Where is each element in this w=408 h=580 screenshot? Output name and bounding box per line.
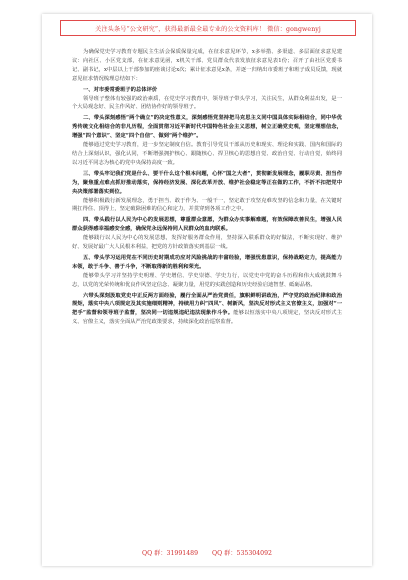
paragraph-5: 能够带头学习并坚持学史明理、学史增信、学史崇德、学史力行，以党史中党的奋斗历程和伟大成就鼓舞斗志，以党的光荣传统和优良作风坚定信念、凝聚力量，用党的实践创造和历史经验启迪智慧、砥砺品格。: [72, 272, 342, 288]
paragraph-6: [72, 292, 342, 328]
paragraph-4: 能够践行以人民为中心的发展思想，发挥好服务群众作用，坚持深入联系群众的好做法，不断实现好、维护好、发展好最广大人民根本利益，把党的方针政策落实到基层一线。: [72, 235, 342, 251]
intro-paragraph: 为确保党史学习教育专题民主生活会保质保量完成，在征求意见环节，x多举措、多渠道、多层面征求意见建议：向社区、小区党支部，在征求意见函，x机关干部、党员群众代表发放征求意见表1份；召开了由社区党委书记、副书记，x中层以上干部参加的座谈讨论x次；累计征求意见x条，并逐一归纳出市委班子和班子成员反馈，现就意见征求情况梳理总结如下：: [72, 49, 342, 82]
section-heading-5: 五、带头学习运用党在不同历史时期成功应对风险挑战的丰富经验，增强忧患意识，保持战略定力，提高能力本领，敢于斗争、善于斗争，不断取得新的胜利和荣光。: [72, 254, 342, 270]
section-heading-4: 四、带头践行以人民为中心的发展思想，尊重群众意愿，为群众办实事解难题，有效保障改善民生，增强人民群众获得感幸福感安全感，确保党永远保持同人民群众的血肉联系。: [72, 217, 342, 233]
paragraph-2: 能够通过党史学习教育，进一步坚定制度自信。教育引导党员干部从历史和现实、理论和实践、国内和国际的结合上深刻认识，强化认同，不断增强拥护核心、跟随核心、捍卫核心的思想自觉、政治自觉、行动自觉，始终同以习近平同志为核心的党中央保持高度一致。: [72, 142, 342, 166]
document-page: [42, 14, 372, 566]
footer: [42, 548, 372, 560]
document-body: [72, 48, 342, 327]
section-heading-3: 三、带头牢记我们党是什么、要干什么这个根本问题，心怀“国之大者”，贯彻新发展理念，履职尽责、担当作为，聚焦重点难点抓好推动落实，保持经济发展、深化改革开放、维护社会稳定等正在做的工作，不折不扣把党中央决策部署落实到位。: [72, 170, 342, 195]
section-heading-1: 一、对市委常委班子的总体评价: [83, 86, 158, 93]
qq-group-1[interactable]: QQ 群：31991489: [142, 550, 199, 557]
paragraph-3: 能够积极践行新发展理念，勇于担当、敢于作为、一般干一，坚定敢于攻坚克难攻坚的信念和力量，在关键时期扛得住、顶得上，坚定破除困难的信心和定力，并贯穿到各项工作之中。: [72, 197, 342, 213]
section-heading-2: 二、带头深刻感悟“两个确立”的决定性意义，深刻感悟党坚持把马克思主义同中国具体实际相结合，同中华优秀传统文化相结合的非凡历程，全面贯彻习近平新时代中国特色社会主义思想，树立正确党史观，坚定理想信念，增强“四个意识”、坚定“四个自信”、做到“两个维护”。: [72, 115, 342, 140]
paragraph-1: 领导班子整体有较强的政治素质，在党史学习教育中，领导班子带头学习，关注民生，从群众利益出发，是一个大局观念好、民主作风好、团结协作好的领导班子。: [72, 95, 342, 111]
paragraph-6-tail: 能够以恒落实中央八项规定，坚决反对形式主义、官僚主义，落实全面从严治党政策要求，持续深化政治巡察监督。: [72, 310, 342, 326]
section-heading-6: 六带头深刻汲取党史中正反两方面经验，履行全面从严治党责任，旗帜鲜明讲政治，严守党的政治纪律和政治规矩，落实中央八项规定及其实施细则精神，持续用力纠“四风”、树新风，坚决反对形式主义官僚主义，加强对“一把手”监督和领导班子监督，坚决同一切违规违纪违法现象作斗争。: [72, 292, 342, 317]
qq-group-2[interactable]: QQ 群：535304092: [212, 550, 272, 557]
header-banner[interactable]: 关注头条号“公文研究”，获得最新最全最专业的公文资料库！ 微信：gongwenyj: [60, 20, 356, 36]
